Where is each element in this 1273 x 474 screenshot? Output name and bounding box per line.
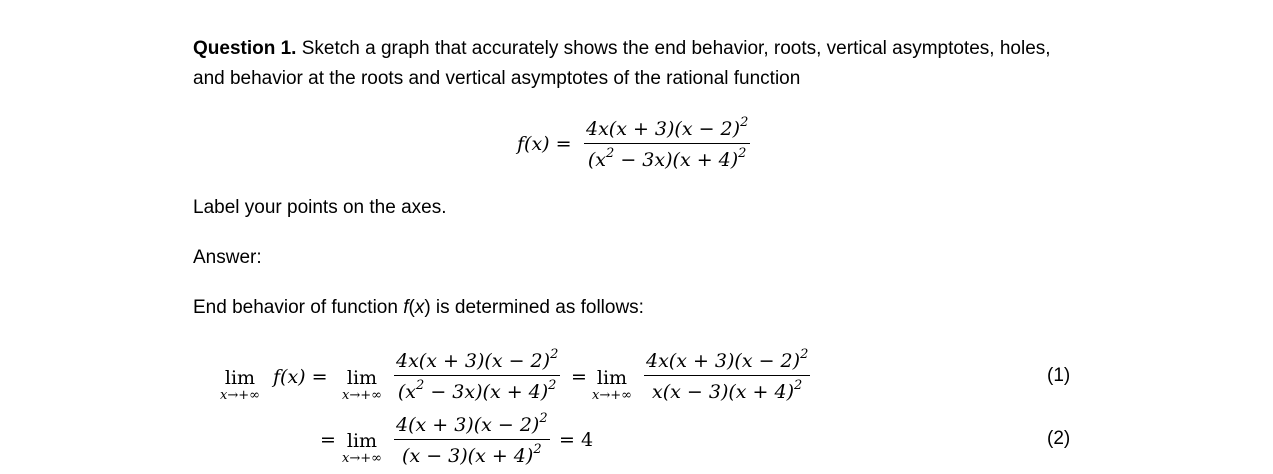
function-fraction: [584, 115, 750, 171]
eq2-fraction: $\frac{4(x + 3)(x - 2)^2}{(x - 3)(x + 4)^2}$: [396, 411, 548, 467]
end-behavior-text: End behavior of function f(x) is determined as follows:: [193, 297, 644, 318]
instruction-text: Label your points on the axes.: [193, 197, 447, 218]
question-text-1: Sketch a graph that accurately shows the end behavior, roots, vertical asymptotes, holes,: [296, 38, 1051, 59]
eq2-equals: =: [320, 429, 336, 451]
eq1-limit-2: lim x→+∞: [342, 367, 382, 403]
eq1-number: (1): [1047, 365, 1071, 386]
eq1-fraction-2: $\frac{4x(x + 3)(x - 2)^2}{x(x - 3)(x + 4)^2}$: [646, 347, 809, 403]
question-line-1: [193, 34, 1051, 64]
eq1-limit-3: lim x→+∞: [592, 367, 632, 403]
function-numerator: $4x(x + 3)(x - 2)^2$: [584, 115, 750, 144]
function-denominator: $(x^2 - 3x)(x + 4)^2$: [587, 146, 747, 171]
eq2-limit: lim x→+∞: [342, 430, 382, 466]
eq2-number: (2): [1047, 428, 1071, 449]
question-label: Question 1.: [193, 38, 297, 59]
eq1-fraction-1: $\frac{4x(x + 3)(x - 2)^2}{(x^2 - 3x)(x + 4)^2}$: [396, 347, 559, 403]
question-line-2: and behavior at the roots and vertical asymptotes of the rational function: [193, 68, 801, 89]
function-definition: [517, 133, 572, 155]
eq2-result: = 4: [559, 429, 594, 451]
answer-label: Answer:: [193, 247, 262, 268]
function-lhs: f(x) =: [517, 133, 572, 155]
eq1-lhs: f(x) =: [273, 366, 328, 388]
eq1-limit-1: lim x→+∞: [220, 367, 260, 403]
eq1-equals: =: [571, 366, 587, 388]
